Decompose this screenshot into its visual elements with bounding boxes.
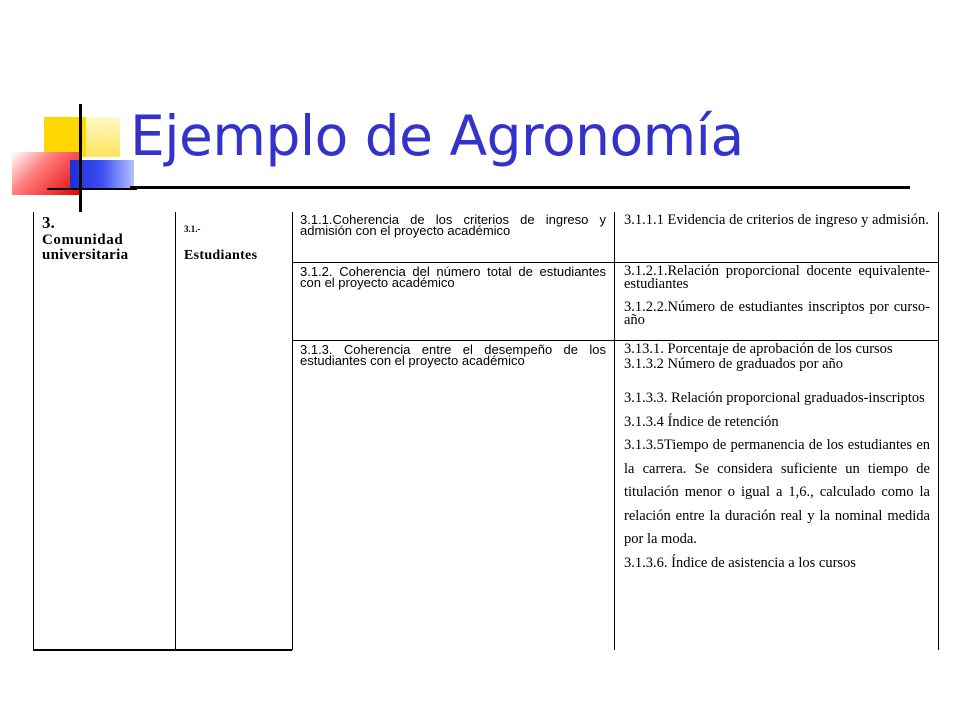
indicator-item: 3.1.3.4 Índice de retención: [624, 413, 779, 430]
dimension-label-line2: universitaria: [42, 247, 129, 263]
criterion-cell: 3.1.3. Coherencia entre el desempeño de los estudiantes con el proyecto académico: [300, 342, 606, 368]
decorative-logo: [0, 0, 140, 220]
grid-bottom-line: [33, 649, 292, 651]
dimension-label-line1: Comunidad: [42, 232, 124, 248]
indicator-cell: [624, 265, 930, 327]
grid-col-line: [938, 212, 939, 650]
indicator-item: 3.1.3.3. Relación proporcional graduados-inscriptos: [624, 390, 925, 406]
title-underline: [130, 186, 910, 189]
subdimension-label: Estudiantes: [184, 248, 258, 263]
dimension-number: 3.: [42, 213, 55, 232]
logo-horizontal-rule: [47, 188, 137, 190]
criterion-cell: 3.1.1.Coherencia de los criterios de ingreso y admisión con el proyecto académico: [300, 212, 606, 238]
dimension-cell: [42, 213, 172, 263]
slide-title: Ejemplo de Agronomía: [130, 104, 744, 168]
indicator-cell-detail: [624, 387, 930, 575]
criterion-cell: 3.1.2. Coherencia del número total de estudiantes con el proyecto académico: [300, 264, 606, 290]
indicator-cell: [624, 343, 930, 371]
indicator-item: 3.1.3.5Tiempo de permanencia de los estudiantes en la carrera. Se considera suficiente un tiempo de titulación menor o igual a 1,6., calculado como la relación entre la duración real y la nominal medida por la moda.: [624, 437, 930, 547]
grid-col-line: [292, 212, 293, 650]
indicator-item: 3.13.1. Porcentaje de aprobación de los cursos: [624, 341, 893, 357]
grid-col-line: [175, 212, 176, 650]
indicator-item: 3.1.1.1 Evidencia de criterios de ingreso y admisión.: [624, 212, 929, 228]
subdimension-number: 3.1.-: [184, 224, 201, 234]
indicator-cell: [624, 214, 930, 227]
indicator-item: 3.1.3.6. Índice de asistencia a los cursos: [624, 554, 856, 571]
indicator-item: 3.1.2.2.Número de estudiantes inscriptos por curso-año: [624, 299, 930, 328]
indicator-item: 3.1.3.2 Número de graduados por año: [624, 356, 844, 372]
logo-yellow-highlight: [86, 117, 120, 157]
indicator-item: 3.1.2.1.Relación proporcional docente equivalente- estudiantes: [624, 263, 930, 292]
subdimension-cell: [184, 224, 284, 264]
logo-vertical-rule: [79, 104, 82, 212]
grid-col-line: [614, 212, 615, 650]
grid-col-line: [33, 212, 34, 650]
